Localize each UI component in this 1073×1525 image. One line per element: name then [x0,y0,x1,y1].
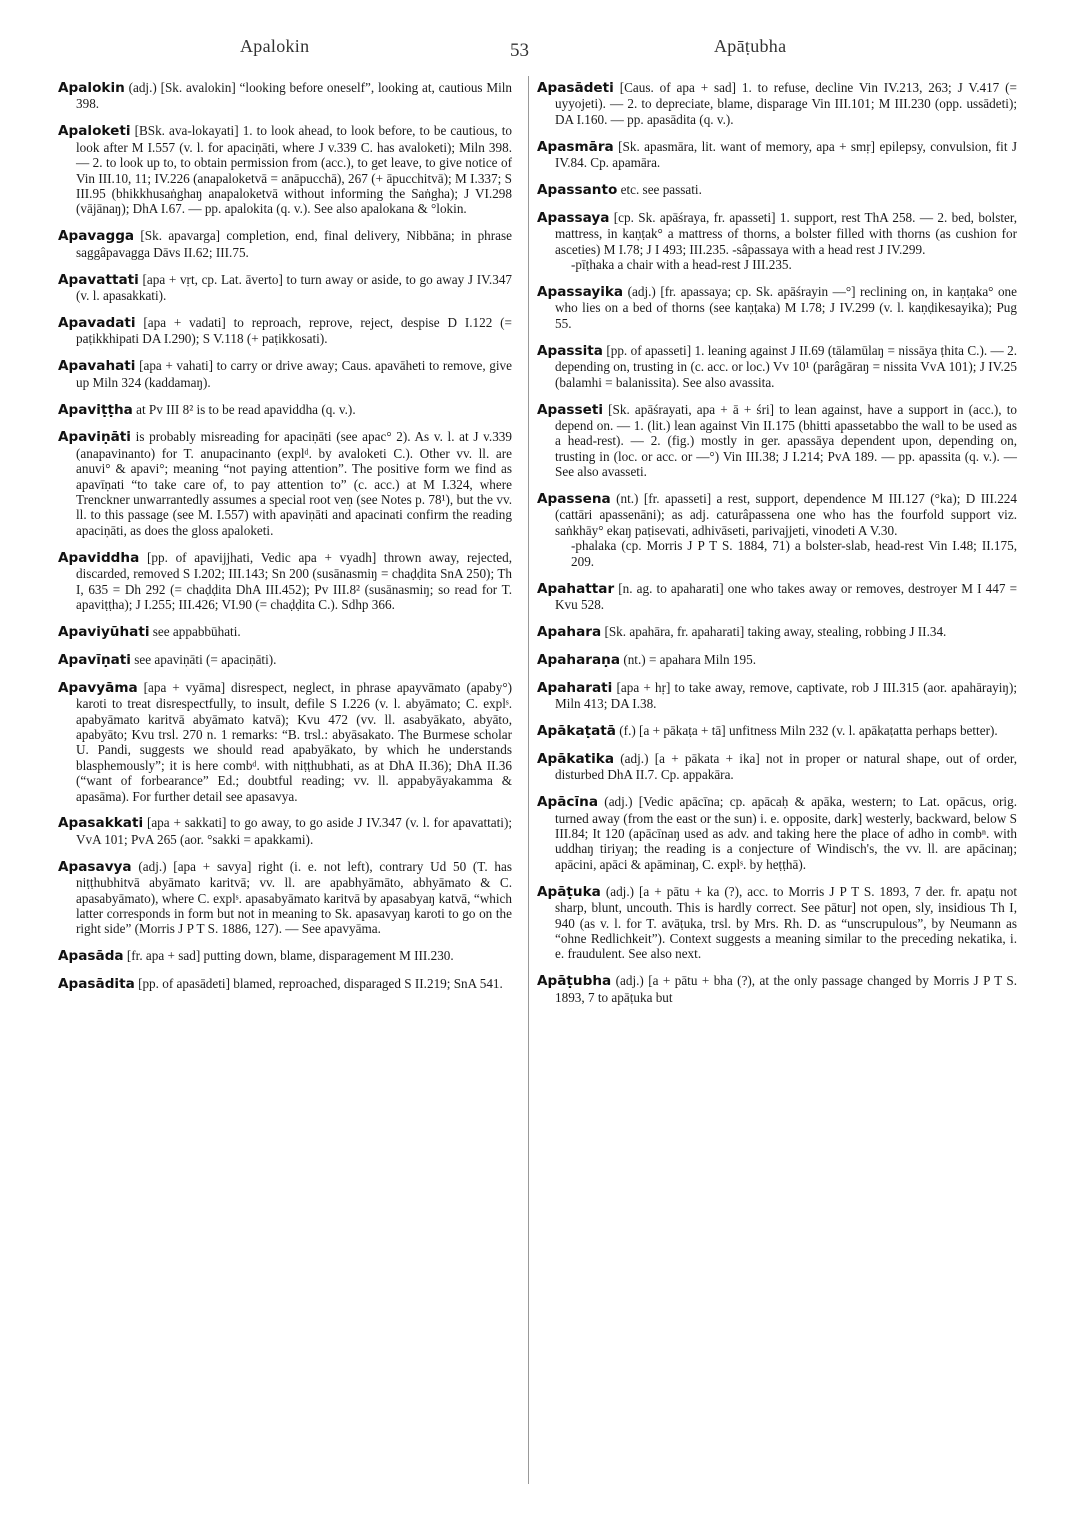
entry-definition: see appabbūhati. [152,623,241,639]
dictionary-entry [58,272,512,304]
entry-headword: Apāṭubha [537,973,612,990]
entry-definition: [apa + vṛt, cp. Lat. āverto] to turn away or aside, to go away J IV.347 (v. l. apasakkati). [76,271,513,303]
dictionary-entry [537,210,1017,273]
entry-definition: (nt.) = apahara Miln 195. [623,651,756,667]
dictionary-entry [537,491,1017,569]
entry-headword: Apasakkati [58,815,144,832]
dictionary-entry [537,139,1017,171]
dictionary-entry [537,884,1017,962]
dictionary-entry [58,429,512,538]
dictionary-entry [58,315,512,347]
dictionary-entry [537,182,1017,198]
entry-definition: (f.) [a + pākaṭa + tā] unfitness Miln 232 (v. l. apākaṭatta perhaps better). [619,723,998,738]
dictionary-entry [537,652,1017,668]
entry-definition: at Pv III 8² is to be read apaviddha (q. v.). [136,401,356,417]
entry-headword: Apaviṇāti [58,429,131,446]
dictionary-entry [537,80,1017,127]
dictionary-entry [58,859,512,937]
entry-definition: (adj.) [apa + savya] right (i. e. not left), contrary Ud 50 (T. has niṭṭhubhitvā abyāmato karitvā; vv. ll. are apabhyāmāto, abhyāmato & C. apasabyāmato), where C. explˢ. apasabyāmato karitvā by apasabyaŋ katvā, “which latter corresponds in form but not in meaning to Sk. apasavyaŋ karoti to go on the right side” (Morris J P T S. 1886, 127). — See apavyāma. [76,858,513,937]
entry-definition: (adj.) [a + pātu + bha (?), at the only passage changed by Morris J P T S. 1893, 7 to apāṭuka but [555,973,1018,1005]
entry-headword: Apaviddha [58,549,140,566]
entry-definition: [Sk. apāśrayati, apa + ā + śri] to lean against, have a support in (acc.), to depend on. — 1. (lit.) lean against Vin II.175 (bhitti apassetabbo the wall to be used as a head-rest). — 2. (fig.) mostly in ger. apassāya dependent upon, depending on, trusting in (loc. or acc. or —°) Vin III.38; J I.214; PvA 189. — pp. apassita (q. v.). — See also avasseti. [555,401,1018,480]
entry-definition: see apaviṇāti (= apaciṇāti). [134,651,277,667]
entry-definition: [Caus. of apa + sad] 1. to refuse, decline Vin IV.213, 263; J V.417 (= uyyojeti). — 2. to depreciate, blame, disparage Vin III.101; M III.230 (opp. ussādeti); DA I.160. — pp. apasādita (q. v.). [555,80,1017,127]
dictionary-entry [58,80,512,112]
entry-definition: [apa + sakkati] to go away, to go aside J IV.347 (v. l. for apavattati); VvA 101; PvA 265 (aor. °sakki = apakkami). [76,815,513,847]
entry-headword: Apaharaṇa [537,651,621,668]
column-divider [528,76,529,1484]
entry-headword: Apavīṇati [58,651,131,668]
entry-headword: Apākaṭatā [537,723,616,739]
dictionary-entry [537,402,1017,480]
entry-headword: Apavyāma [58,679,138,696]
entry-headword: Apasādeti [537,80,614,96]
entry-headword: Apasmāra [537,138,614,155]
entry-subentry: -pīṭhaka a chair with a head-rest J III.235. [571,257,792,273]
entry-headword: Apaviyūhati [58,623,150,640]
dictionary-entry [58,652,512,668]
dictionary-entry [537,751,1017,783]
entry-headword: Apaharati [537,679,613,696]
header-right-guideword: Apāṭubha [714,36,787,56]
entry-definition: [Sk. apavarga] completion, end, final delivery, Nibbāna; in phrase saggâpavagga Dāvs II.62; III.75. [76,228,512,260]
entry-headword: Apavagga [58,228,135,245]
entry-definition: (adj.) [fr. apassaya; cp. Sk. apāśrayin —°] reclining on, in kaṇṭaka° one who lies on a bed of thorns (see kaṇṭaka) M I.78; J IV.299 (v. l. kaṇḍikesayika); Pug 55. [555,284,1017,331]
entry-headword: Apavadati [58,314,136,331]
entry-headword: Apahara [537,623,602,640]
entry-definition: [pp. of apavijjhati, Vedic apa + vyadh] thrown away, rejected, discarded, removed S I.202; III.143; Sn 200 (susānasmiŋ = chaḍḍita SnA 250); Th I, 635 = Dh 292 (= chaḍḍita DhA III.452); Pv III.8² (susānasmiŋ; so read for T. apaviṭṭha); J I.255; III.426; VI.90 (= chaḍḍita C.). Sdhp 366. [76,549,513,612]
dictionary-entry [58,402,512,418]
entry-definition: (adj.) [Sk. avalokin] “looking before oneself”, looking at, cautious Miln 398. [76,80,512,112]
dictionary-entry [537,973,1017,1005]
left-column [58,80,512,1004]
entry-headword: Apākatika [537,750,615,767]
entry-headword: Apassayika [537,284,624,301]
entry-definition: [cp. Sk. apāśraya, fr. apasseti] 1. support, rest ThA 258. — 2. bed, bolster, mattress, in kaṇṭak° a mattress of thorns, a bolster filled with thorns (as cushion for asceties) M I.78; J I 493; III.235. -sâpassaya with a head rest J IV.299. [555,209,1018,257]
entry-definition: (adj.) [a + pātu + ka (?), acc. to Morris J P T S. 1893, 7 der. fr. apaṭu not sharp, blunt, uncouth. This is hardly correct. See pātur] not open, sly, insidious Th I, 940 (as v. l. for T. avāṭuka, trsl. by Mrs. Rh. D. as “unscrupulous”, by Neumann as “ohne Redlichkeit”). Context suggests a meaning similar to the preceding nekatika, i. e. fraudulent. See also next. [555,883,1018,962]
entry-definition: [pp. of apasseti] 1. leaning against J II.69 (tālamūlaŋ = nissāya ṭhita C.). — 2. depending on, trusting in (c. acc. or loc.) Vv 10¹ (parâgāraŋ = nissita VvA 101); J IV.25 (balamhi = balanissita). See also avassita. [555,342,1017,390]
entry-definition: is probably misreading for apaciṇāti (see apac° 2). As v. l. at J v.339 (anapavinanto) for T. anupacinanto (explᵈ. by avaloketi C.). Other vv. ll. are anuvi° & apavi°; meaning “not paying attention”. The positive form we find as apavīṇati “to take care of, to pay attention to” (c. acc.) at M I.324, where Trenckner unwarrantedly assumes a special root veṇ (see Notes p. 78¹), but the vv. ll. to this passage (see M. I.557) with apaviṇāti and apacinati confirm the reading apaciṇāti, as does the gloss apaloketi. [76,429,512,538]
right-column [537,80,1017,1017]
entry-headword: Apācīna [537,794,598,811]
entry-headword: Apāṭuka [537,883,601,900]
page-header [0,34,1073,64]
entry-headword: Apaviṭṭha [58,401,133,418]
dictionary-entry [58,976,512,992]
entry-definition: [apa + hṛ] to take away, remove, captivate, rob J III.315 (aor. apahārayiŋ); Miln 413; DA I.38. [555,679,1018,712]
entry-subentry: -phalaka (cp. Morris J P T S. 1884, 71) a bolster-slab, head-rest Vin I.48; II.175, 209. [571,538,1017,569]
dictionary-entry [58,550,512,613]
entry-headword: Apasādita [58,976,135,993]
dictionary-entry [58,123,512,216]
dictionary-entry [58,680,512,804]
entry-headword: Apasāda [58,948,124,965]
dictionary-entry [58,228,512,260]
entry-headword: Apavahati [58,358,136,375]
entry-definition: (nt.) [fr. apasseti] a rest, support, dependence M III.127 (°ka); D III.224 (cattāri apassenāni); as adj. caturâpassena one who has the fourfold support viz. saṅkhāy° ekaŋ paṭisevati, adhivāseti, parivajjeti, vinodeti A V.30. [555,491,1017,538]
dictionary-entry [58,358,512,390]
dictionary-entry [58,815,512,847]
entry-definition: (adj.) [a + pākata + ika] not in proper or natural shape, out of order, disturbed DhA II.7. Cp. appakāra. [555,750,1017,783]
page-number: 53 [510,40,529,61]
entry-definition: [n. ag. to apaharati] one who takes away or removes, destroyer M I 447 = Kvu 528. [555,580,1017,612]
entry-headword: Apasavya [58,858,132,875]
entry-headword: Apassita [537,342,603,359]
entry-definition: [apa + vahati] to carry or drive away; Caus. apavāheti to remove, give up Miln 324 (kaddamaŋ). [76,358,512,390]
entry-headword: Apahattar [537,580,615,597]
entry-definition: [Sk. apasmāra, lit. want of memory, apa + smṛ] epilepsy, convulsion, fit J IV.84. Cp. apamāra. [555,138,1018,171]
entry-definition: [Sk. apahāra, fr. apaharati] taking away, stealing, robbing J II.34. [604,623,947,639]
entry-definition: [apa + vadati] to reproach, reprove, reject, despise D I.122 (= paṭikkhipati DA I.290); S V.118 (+ paṭikkosati). [76,314,512,347]
entry-headword: Apalokin [58,80,125,96]
dictionary-entry [537,723,1017,739]
entry-definition: [fr. apa + sad] putting down, blame, disparagement M III.230. [126,948,454,964]
header-left-guideword: Apalokin [240,36,310,56]
entry-headword: Apasseti [537,401,603,418]
entry-definition: [pp. of apasādeti] blamed, reproached, disparaged S II.219; SnA 541. [138,976,503,992]
entry-headword: Apassena [537,491,611,508]
dictionary-entry [537,624,1017,640]
entry-headword: Apaloketi [58,123,131,140]
dictionary-entry [537,343,1017,390]
entry-definition: etc. see passati. [620,182,702,198]
dictionary-entry [537,581,1017,613]
entry-definition: [apa + vyāma] disrespect, neglect, in phrase apayvāmato (apaby°) karoti to treat disrespectfully, to insult, defile S I.226 (v. l. abyāmato; C. explˢ. apabyāmato karitvā abyāmato katvā); Kvu 472 (vv. ll. asabyākato, abyāto, apabyāto; Kvu trsl. 270 n. 1 remarks: “B. trsl.: abyāsakato. The Burmese scholar U. Pandi, suggests we should read apabyākato, by which he understands blasphemously”; it is here combᵈ. with niṭṭhubhati, as at DhA II.36); DhA II.36 (“want of forbearance” Ed.; doubtful reading; vv. ll. appabyāyakamma & apasāma). For further detail see apasavya. [76,679,512,804]
dictionary-entry [537,794,1017,872]
entry-definition: [BSk. ava-lokayati] 1. to look ahead, to look before, to be cautious, to look after M I.557 (v. l. for apaciṇāti, where J v.339 C. has avaloketi); Miln 398. — 2. to look up to, to obtain permission from (acc.), to get leave, to give notice of Vin III.10, 11; IV.226 (anapaloketvā = anāpucchā), 267 (+ āpucchitvā); M I.337; S III.95 (bhikkhusaṅghaŋ anapaloketvā without informing the Saṅgha); J VI.298 (vājānaŋ); DhA I.67. — pp. apalokita (q. v.). See also apalokana & °lokin. [76,123,512,217]
entry-headword: Apassaya [537,209,610,226]
entry-headword: Apavattati [58,271,139,288]
dictionary-entry [58,948,512,964]
dictionary-entry [537,680,1017,712]
entry-definition: (adj.) [Vedic apācīna; cp. apācaḥ & apāka, western; to Lat. opācus, orig. turned away (from the east or the sun) i. e. opposite, dark] westerly, backward, below S III.84; It 120 (apācīnaŋ used as adv. and taking here the place of adho in combⁿ. with uddhaŋ tiriyaŋ; the reading is a conjecture of Windisch's, the vv. ll. are apācinaŋ; apācini, apāci & apāminaŋ, C. explˢ. by heṭṭhā). [555,794,1017,872]
dictionary-entry [537,284,1017,331]
entry-headword: Apassanto [537,182,618,199]
dictionary-entry [58,624,512,640]
